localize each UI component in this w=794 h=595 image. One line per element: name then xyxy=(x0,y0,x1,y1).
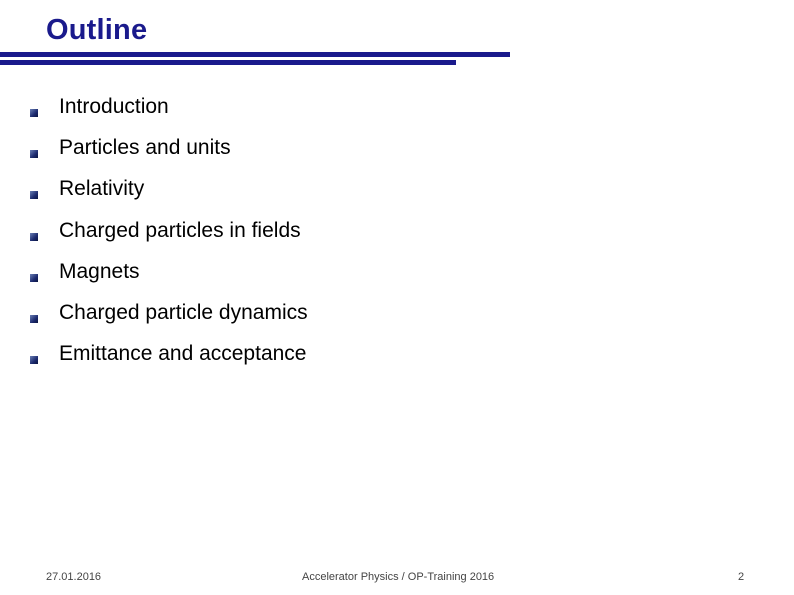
bullet-item-charged-particle-dynamics xyxy=(30,295,308,336)
bullet-text: Charged particle dynamics xyxy=(59,300,308,324)
bullet-square-icon xyxy=(30,233,38,241)
footer-title: Accelerator Physics / OP-Training 2016 xyxy=(302,571,495,583)
footer-date: 27.01.2016 xyxy=(46,571,102,583)
title-underline-thick xyxy=(0,52,510,57)
bullet-text: Particles and units xyxy=(59,136,231,160)
bullet-item-emittance-and-acceptance xyxy=(30,336,308,377)
bullet-item-magnets xyxy=(30,254,308,295)
bullet-text: Magnets xyxy=(59,259,140,283)
bullet-text: Charged particles in fields xyxy=(59,218,301,242)
bullet-item-particles-and-units xyxy=(30,130,308,171)
bullet-square-icon xyxy=(30,274,38,282)
bullet-list xyxy=(30,89,308,377)
bullet-square-icon xyxy=(30,150,38,158)
bullet-item-relativity xyxy=(30,171,308,212)
bullet-square-icon xyxy=(30,315,38,323)
slide-title: Outline xyxy=(46,14,148,46)
page-number: 2 xyxy=(738,571,745,583)
bullet-square-icon xyxy=(30,109,38,117)
bullet-square-icon xyxy=(30,191,38,199)
bullet-text: Relativity xyxy=(59,177,145,201)
bullet-item-charged-particles-in-fields xyxy=(30,213,308,254)
bullet-text: Introduction xyxy=(59,95,169,118)
bullet-square-icon xyxy=(30,356,38,364)
bullet-item-introduction xyxy=(30,89,308,130)
bullet-text: Emittance and acceptance xyxy=(59,342,307,366)
title-underline-thin xyxy=(0,60,456,65)
